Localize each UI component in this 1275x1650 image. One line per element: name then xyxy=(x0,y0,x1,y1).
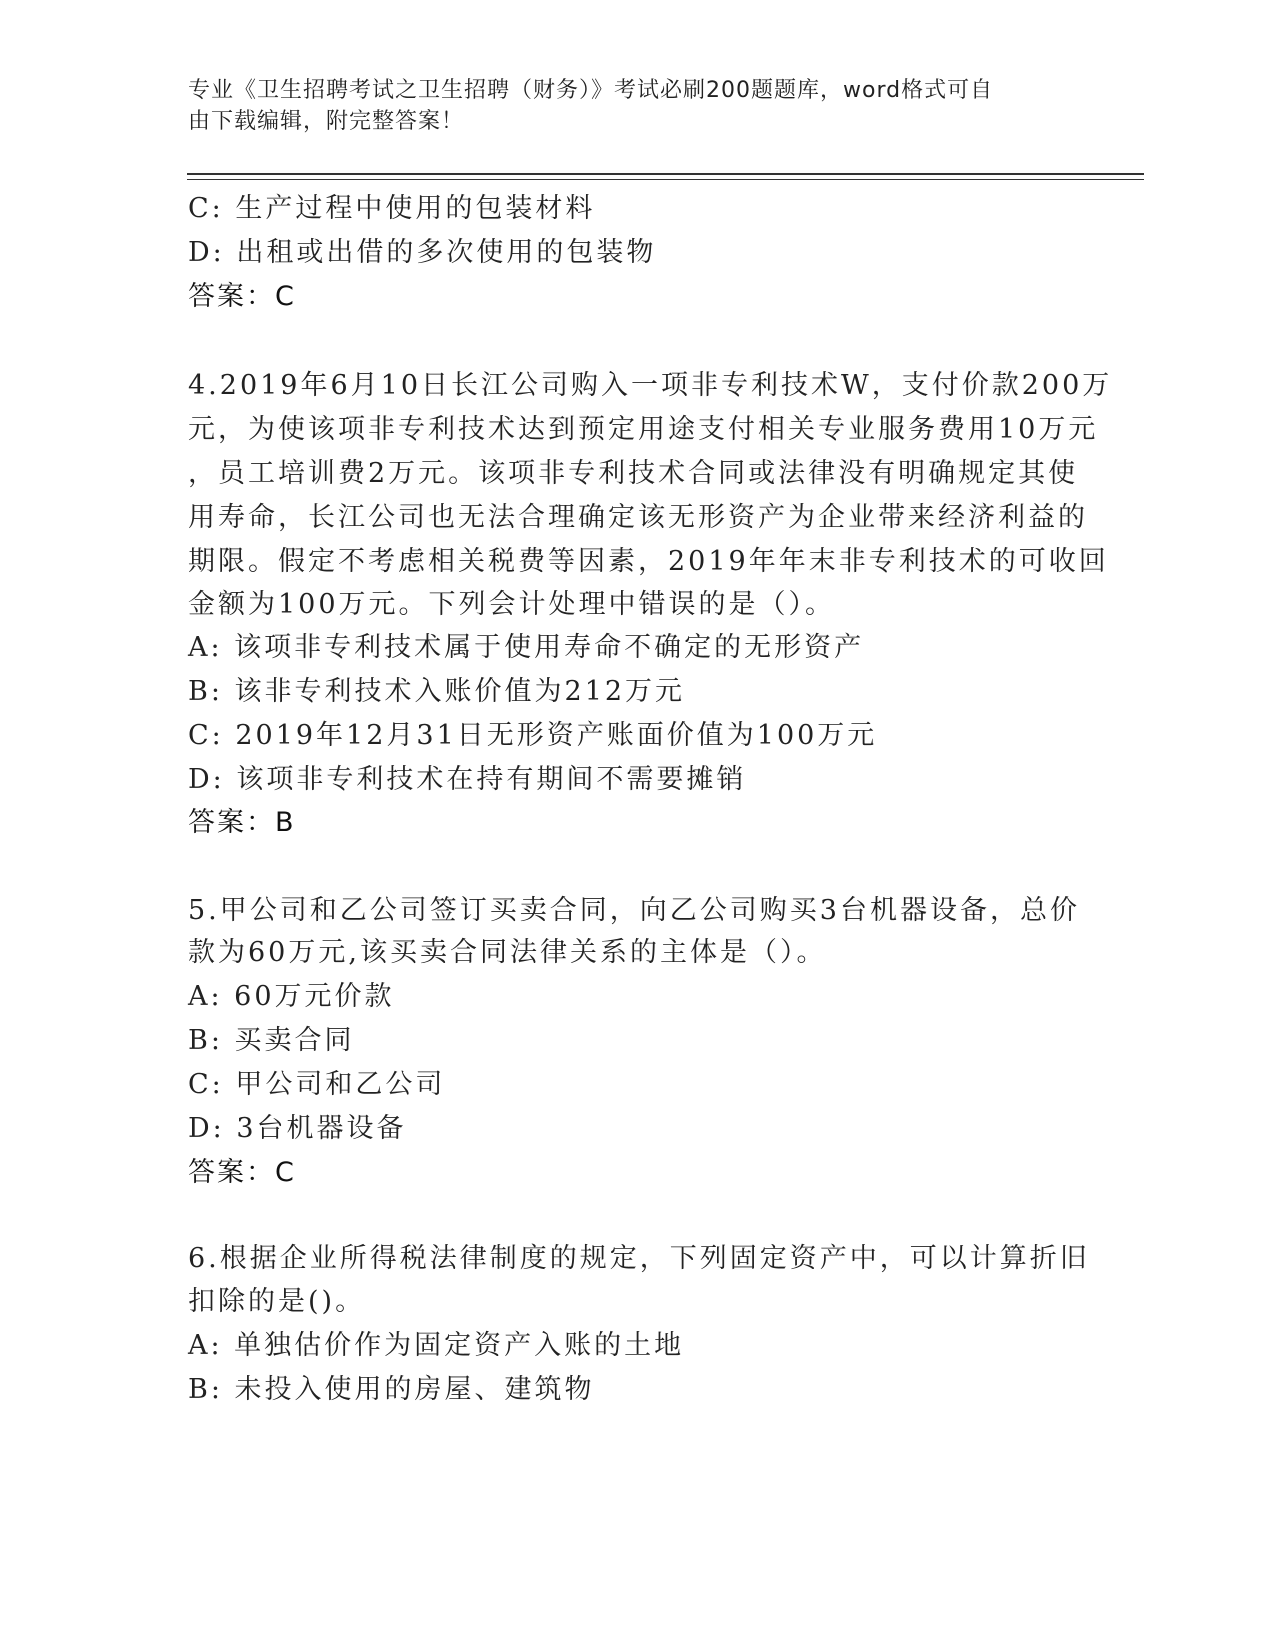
q4-option-d: D: 该项非专利技术在持有期间不需要摊销 xyxy=(188,764,747,795)
q5-stem-line: 5.甲公司和乙公司签订买卖合同，向乙公司购买3台机器设备，总价 xyxy=(188,895,1080,926)
q5-option-c: C: 甲公司和乙公司 xyxy=(188,1069,446,1100)
document-header xyxy=(188,75,1068,137)
header-line-2: 由下载编辑，附完整答案！ xyxy=(188,109,465,134)
q4-option-c: C: 2019年12月31日无形资产账面价值为100万元 xyxy=(188,720,878,751)
q3-answer: 答案：C xyxy=(188,281,296,312)
q4-stem-line: 元，为使该项非专利技术达到预定用途支付相关专业服务费用10万元 xyxy=(188,414,1099,445)
q3-option-c: C: 生产过程中使用的包装材料 xyxy=(188,193,596,224)
q6-option-a: A: 单独估价作为固定资产入账的土地 xyxy=(188,1330,685,1361)
q4-option-a: A: 该项非专利技术属于使用寿命不确定的无形资产 xyxy=(188,632,865,663)
q5-option-d: D: 3台机器设备 xyxy=(188,1113,407,1144)
q5-option-a: A: 60万元价款 xyxy=(188,981,395,1012)
q4-answer: 答案：B xyxy=(188,807,296,838)
q4-stem-line: 用寿命，长江公司也无法合理确定该无形资产为企业带来经济利益的 xyxy=(188,502,1088,533)
header-rule-thin xyxy=(187,179,1144,180)
header-line-1: 专业《卫生招聘考试之卫生招聘（财务）》考试必刷200题题库，word格式可自 xyxy=(188,78,994,103)
q4-stem-line: ，员工培训费2万元。该项非专利技术合同或法律没有明确规定其使 xyxy=(188,458,1079,489)
q5-stem-line: 款为60万元,该买卖合同法律关系的主体是（）。 xyxy=(188,937,827,968)
q3-option-d: D: 出租或出借的多次使用的包装物 xyxy=(188,237,657,268)
q6-stem-line: 扣除的是()。 xyxy=(188,1286,366,1317)
q5-answer: 答案：C xyxy=(188,1157,296,1188)
q4-stem-line: 期限。假定不考虑相关税费等因素，2019年年末非专利技术的可收回 xyxy=(188,546,1109,577)
q5-option-b: B: 买卖合同 xyxy=(188,1025,355,1056)
q6-option-b: B: 未投入使用的房屋、建筑物 xyxy=(188,1374,595,1405)
q4-stem-line: 金额为100万元。下列会计处理中错误的是（）。 xyxy=(188,589,836,620)
q6-stem-line: 6.根据企业所得税法律制度的规定，下列固定资产中，可以计算折旧 xyxy=(188,1243,1090,1274)
q4-stem-line: 4.2019年6月10日长江公司购入一项非专利技术W，支付价款200万 xyxy=(188,370,1113,401)
q4-option-b: B: 该非专利技术入账价值为212万元 xyxy=(188,676,686,707)
header-rule-thick xyxy=(187,173,1144,175)
